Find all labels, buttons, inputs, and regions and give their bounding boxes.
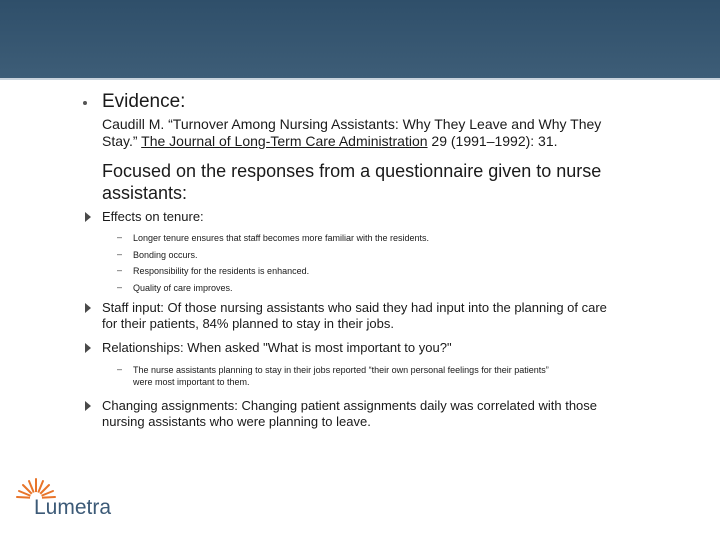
relationships-sub-line-1: The nurse assistants planning to stay in their jobs reported “their own personal feelings for their patients” [133, 365, 549, 375]
arrow-bullet-icon [85, 343, 91, 353]
dash-bullet: – [117, 265, 123, 275]
journal-title: The Journal of Long-Term Care Administration [141, 133, 428, 149]
focus-line-1: Focused on the responses from a questionnaire given to nurse [102, 161, 602, 181]
dash-bullet: – [117, 232, 123, 242]
dash-bullet: – [117, 364, 123, 374]
tenure-subitem: Responsibility for the residents is enhanced. [133, 266, 310, 276]
changing-assignments-line-1: Changing assignments: Changing patient assignments daily was correlated with those [102, 398, 598, 413]
dash-bullet: – [117, 249, 123, 259]
citation-suffix: 29 (1991–1992): 31. [427, 133, 558, 149]
bullet-dot [83, 101, 87, 105]
lumetra-logo-text: Lumetra [34, 496, 112, 519]
arrow-bullet-icon [85, 303, 91, 313]
header-divider [0, 78, 720, 80]
dash-bullet: – [117, 282, 123, 292]
citation-line-1: Caudill M. “Turnover Among Nursing Assistants: Why They Leave and Why They [102, 116, 602, 132]
staff-input-line-2: for their patients, 84% planned to stay in their jobs. [102, 316, 394, 331]
arrow-bullet-icon [85, 401, 91, 411]
tenure-subitem: Quality of care improves. [133, 283, 233, 293]
citation-line-2 [102, 133, 558, 150]
staff-input-line-1: Staff input: Of those nursing assistants who said they had input into the planning of care [102, 300, 607, 315]
focus-line-2: assistants: [102, 183, 188, 203]
changing-assignments-line-2: nursing assistants who were planning to leave. [102, 414, 371, 429]
relationships-sub-line-2: were most important to them. [133, 377, 250, 387]
evidence-heading: Evidence: [102, 91, 186, 112]
tenure-subitem: Longer tenure ensures that staff becomes more familiar with the residents. [133, 233, 429, 243]
citation-prefix: Stay.” [102, 133, 142, 149]
relationships-heading: Relationships: When asked "What is most important to you?" [102, 340, 452, 355]
arrow-bullet-icon [85, 212, 91, 222]
tenure-heading: Effects on tenure: [102, 209, 204, 224]
header-band [0, 0, 720, 78]
tenure-subitem: Bonding occurs. [133, 250, 198, 260]
